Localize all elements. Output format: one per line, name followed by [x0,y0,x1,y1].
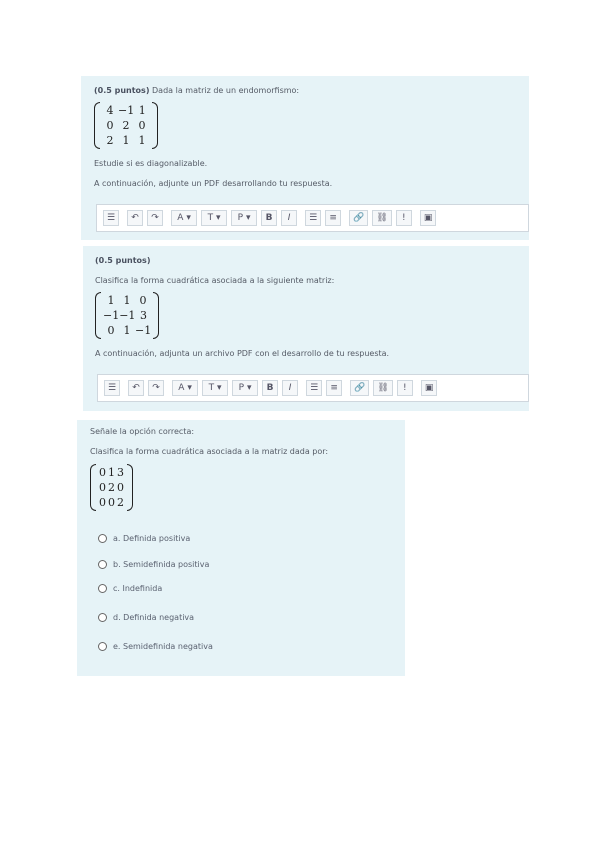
matrix-cell: −1 [119,309,136,322]
matrix-cell: 1 [138,104,146,117]
redo-icon[interactable]: ↷ [148,380,164,396]
matrix-cell: 2 [117,496,124,509]
matrix-row [103,323,151,338]
matrix-row [103,293,151,308]
question-3-card [77,420,405,676]
question-1-line2: Estudie si es diagonalizable. [94,159,208,168]
unlink-icon[interactable]: ⛓ [372,210,391,226]
matrix-cell: 0 [106,119,114,132]
radio-button[interactable] [98,534,107,543]
matrix-row [98,465,125,480]
editor-toolbar [96,204,529,232]
matrix-cell: 1 [123,324,131,337]
matrix-cell: 2 [108,481,115,494]
matrix-right-paren [127,464,133,511]
matrix-cell: 4 [106,104,114,117]
matrix-cell: 0 [138,119,146,132]
question-1-matrix [94,102,158,149]
radio-button[interactable] [98,613,107,622]
matrix-cell: 0 [99,496,106,509]
numbered-list-icon[interactable]: ≡ [325,210,341,226]
matrix-cell: 0 [99,481,106,494]
answer-option-b[interactable] [98,560,209,569]
matrix-row [103,308,151,323]
link-icon[interactable]: 🔗 [349,210,368,226]
question-3-instruction: Señale la opción correcta: [90,427,195,436]
question-2-points: (0.5 puntos) [95,256,151,265]
emoji-button[interactable]: ! [396,210,412,226]
matrix-cell: 1 [138,134,146,147]
undo-icon[interactable]: ↶ [127,210,143,226]
collapse-button[interactable]: ☰ [104,380,120,396]
bullet-list-icon[interactable]: ☰ [306,380,322,396]
matrix-cell: −1 [118,104,135,117]
option-label: c. Indefinida [113,584,163,593]
font-size-button[interactable]: T ▾ [201,210,227,226]
paragraph-style-button[interactable]: P ▾ [231,210,257,226]
paragraph-style-button[interactable]: P ▾ [232,380,258,396]
question-1-header [94,85,299,96]
matrix-row [98,495,125,510]
matrix-cell: 3 [139,309,147,322]
bold-button[interactable]: B [261,210,277,226]
matrix-cell: 0 [139,294,147,307]
redo-icon[interactable]: ↷ [147,210,163,226]
italic-button[interactable]: I [282,380,298,396]
font-color-button[interactable]: A ▾ [172,380,198,396]
question-3-matrix [90,464,133,511]
editor-toolbar [97,374,529,402]
question-1-card [81,76,529,240]
font-color-button[interactable]: A ▾ [171,210,197,226]
matrix-cell: 0 [117,481,124,494]
matrix-row [98,480,125,495]
font-size-button[interactable]: T ▾ [202,380,228,396]
matrix-cell: 2 [106,134,114,147]
question-2-matrix [95,292,159,339]
matrix-cell: 1 [108,466,115,479]
matrix-cell: 1 [123,294,131,307]
option-label: a. Definida positiva [113,534,191,543]
question-2-card [83,246,529,411]
bullet-list-icon[interactable]: ☰ [305,210,321,226]
radio-button[interactable] [98,642,107,651]
italic-button[interactable]: I [281,210,297,226]
matrix-right-paren [153,292,159,339]
emoji-button[interactable]: ! [397,380,413,396]
answer-option-a[interactable] [98,534,190,543]
question-2-line2: A continuación, adjunta un archivo PDF con el desarrollo de tu respuesta. [95,349,390,358]
option-label: d. Definida negativa [113,613,195,622]
matrix-cell: 2 [122,119,130,132]
matrix-row [102,133,150,148]
radio-button[interactable] [98,584,107,593]
matrix-cell: 1 [107,294,115,307]
matrix-cell: 3 [117,466,124,479]
option-label: e. Semidefinida negativa [113,642,213,651]
option-label: b. Semidefinida positiva [113,560,210,569]
question-1-line3: A continuación, adjunte un PDF desarrollando tu respuesta. [94,179,333,188]
matrix-cell: 0 [99,466,106,479]
answer-option-c[interactable] [98,584,162,593]
answer-option-d[interactable] [98,613,194,622]
numbered-list-icon[interactable]: ≡ [326,380,342,396]
question-2-text: Clasifica la forma cuadrática asociada a la siguiente matriz: [95,276,335,285]
image-icon[interactable]: ▣ [420,210,437,226]
question-1-points: (0.5 puntos) [94,86,150,95]
matrix-cell: 0 [107,324,115,337]
link-icon[interactable]: 🔗 [350,380,369,396]
matrix-cell: −1 [103,309,120,322]
matrix-right-paren [152,102,158,149]
matrix-row [102,103,150,118]
matrix-cell: 1 [122,134,130,147]
image-icon[interactable]: ▣ [421,380,438,396]
undo-icon[interactable]: ↶ [128,380,144,396]
bold-button[interactable]: B [262,380,278,396]
question-1-text: Dada la matriz de un endomorfismo: [152,86,300,95]
matrix-row [102,118,150,133]
radio-button[interactable] [98,560,107,569]
collapse-button[interactable]: ☰ [103,210,119,226]
unlink-icon[interactable]: ⛓ [373,380,392,396]
matrix-cell: −1 [135,324,152,337]
matrix-cell: 0 [108,496,115,509]
answer-option-e[interactable] [98,642,213,651]
question-3-text: Clasifica la forma cuadrática asociada a la matriz dada por: [90,447,329,456]
